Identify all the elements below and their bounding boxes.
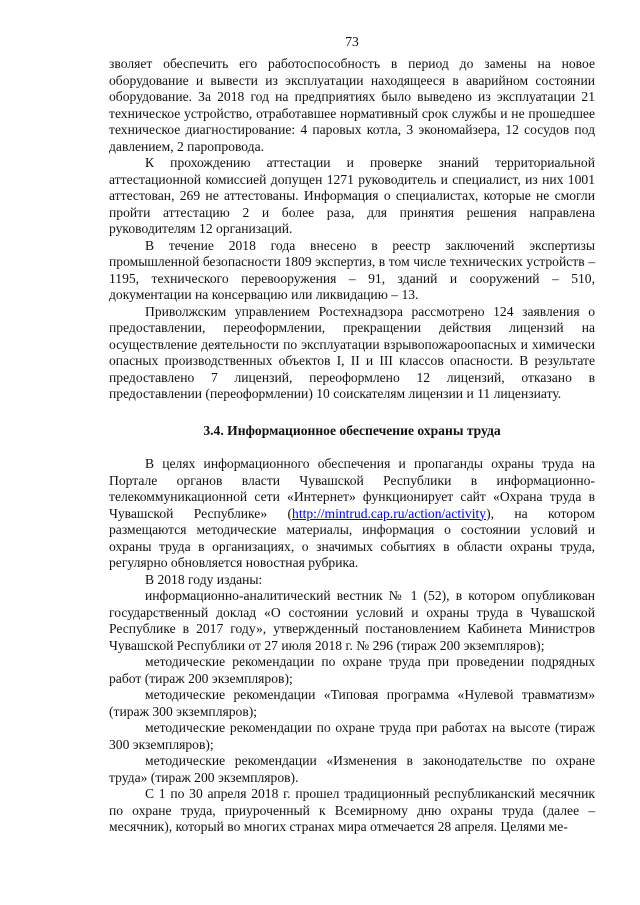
paragraph-safety-month: С 1 по 30 апреля 2018 г. прошел традиционный республиканский месячник по охране труда, приуроченный к Всемирному дню охраны труда (далее – месячник), который во многих странах мира отмечается 28 апреля. Целями ме- bbox=[109, 786, 595, 834]
portal-text-before-link: В целях информационного обеспечения и пропаганды охраны труда на Портале органов власти Чувашской Республики в информационно-телекоммуникационной сети «Интернет» функционирует сайт «Охрана труда в Чувашской Республике» ( bbox=[109, 456, 595, 521]
paragraph-attestation: К прохождению аттестации и проверке знаний территориальной аттестационной комиссией допущен 1271 руководитель и специалист, из них 1001 аттестован, 269 не аттестованы. Информация о специалистах, которые не смогли пройти аттестацию 2 и более раза, для принятия решения направлена руководителям 12 организаций. bbox=[109, 155, 595, 236]
page-number: 73 bbox=[345, 34, 359, 49]
list-item-zero-injury: методические рекомендации «Типовая программа «Нулевой травматизм» (тираж 300 экземпляров); bbox=[109, 687, 595, 719]
paragraph-licenses: Приволжским управлением Ростехнадзора рассмотрено 124 заявления о предоставлении, переоформлении, прекращении действия лицензий на осуществление деятельности по эксплуатации взрывопожароопасных и химически опасных производственных объектов I, II и III классов опасности. В результате предоставлено 7 лицензий, переоформлено 12 лицензий, отказано в предоставлении (переоформлении) 10 соискателям лицензии и 11 лицензиату. bbox=[109, 303, 595, 401]
section-heading: 3.4. Информационное обеспечение охраны труда bbox=[203, 422, 501, 438]
paragraph-continuation: зволяет обеспечить его работоспособность в период до замены на новое оборудование и вывести из эксплуатации находящееся в аварийном состоянии оборудование. За 2018 год на предприятиях было выведено из эксплуатации 21 техническое устройство, отработавшее нормативный срок службы и не прошедшее техническое диагностирование: 4 паровых котла, 3 экономайзера, 12 сосудов под давлением, 2 паропровода. bbox=[109, 56, 595, 154]
list-item-bulletin: информационно-аналитический вестник № 1 (52), в котором опубликован государственный доклад «О состоянии условий и охраны труда в Чувашской Республике в 2017 году», утвержденный постановлением Кабинета Министров Чувашской Республики от 27 июля 2018 г. № 296 (тираж 200 экземпляров); bbox=[109, 588, 595, 653]
list-item-work-at-height: методические рекомендации по охране труда при работах на высоте (тираж 300 экземпляров); bbox=[109, 720, 595, 752]
activity-site-link[interactable]: http://mintrud.cap.ru/action/activity bbox=[292, 505, 487, 521]
paragraph-expertise-registry: В течение 2018 года внесено в реестр заключений экспертизы промышленной безопасности 1809 экспертиз, в том числе технических устройств – 1195, технического перевооружения – 91, зданий и сооружений – 510, документации на консервацию или ликвидацию – 13. bbox=[109, 237, 595, 302]
paragraph-portal bbox=[109, 456, 595, 572]
paragraph-published-intro: В 2018 году изданы: bbox=[145, 571, 263, 587]
list-item-legislation-changes: методические рекомендации «Изменения в законодательстве по охране труда» (тираж 200 экземпляров). bbox=[109, 753, 595, 785]
list-item-contract-works: методические рекомендации по охране труда при проведении подрядных работ (тираж 200 экземпляров); bbox=[109, 654, 595, 686]
document-page bbox=[109, 34, 595, 836]
portal-text-after-link: ), на котором размещаются методические материалы, информация о состоянии условий и охраны труда в организациях, о значимых событиях в области охраны труда, регулярно обновляется новостная рубрика. bbox=[109, 505, 595, 570]
